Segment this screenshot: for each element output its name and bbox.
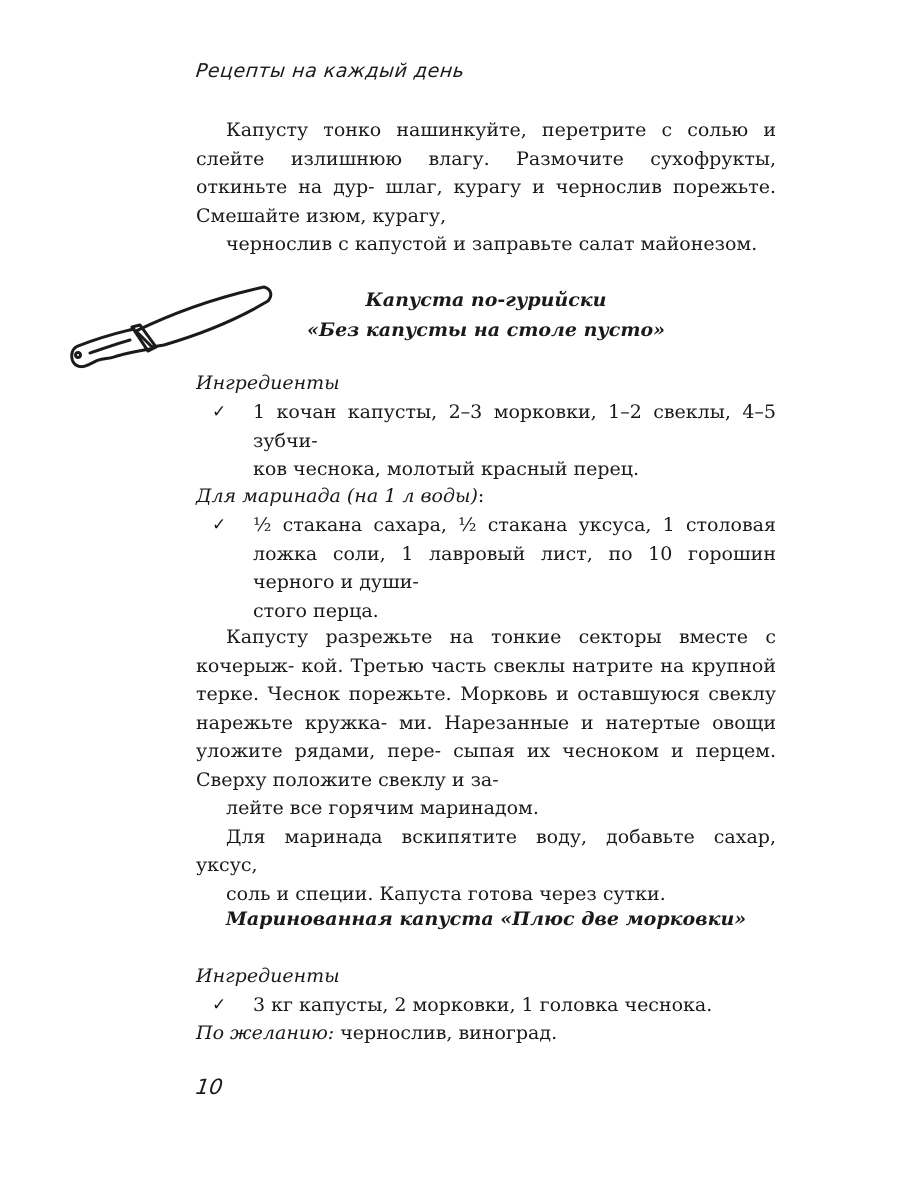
text-line: ½ стакана сахара, ½ стакана уксуса, 1 столовая ложка: [253, 514, 776, 565]
text-line: кой. Третью часть свеклы натрите на крупной терке. Чеснок: [196, 654, 776, 705]
recipe-title: Маринованная капуста «Плюс две морковки»: [225, 908, 747, 930]
text-line: Капусту разрежьте на тонкие секторы вместе с кочерыж-: [196, 626, 776, 677]
text-line: лейте все горячим маринадом.: [226, 797, 539, 819]
text-line: чернослив с капустой и заправьте салат майонезом.: [226, 233, 758, 255]
ingredient-item: [196, 398, 776, 484]
text-line: сыпая их чесноком и перцем. Сверху положите свеклу и за-: [196, 740, 777, 791]
method-paragraph: [196, 823, 776, 909]
marinade-item: [196, 511, 776, 625]
marinade-label-text: Для маринада (на 1 л воды): [196, 485, 478, 507]
text-line: ми. Нарезанные и натертые овощи уложите рядами, пере-: [196, 711, 776, 762]
text-line: шлаг, курагу и чернослив порежьте. Смешайте изюм, курагу,: [196, 176, 776, 227]
checkmark-icon: ✓: [212, 402, 227, 422]
checkmark-icon: ✓: [212, 995, 227, 1015]
text-line: порежьте. Морковь и оставшуюся свеклу нарежьте кружка-: [196, 683, 777, 734]
intro-paragraph: [196, 116, 776, 259]
method-paragraph: [196, 623, 776, 823]
optional-label: По желанию:: [196, 1022, 335, 1044]
text-line: 3 кг капусты, 2 морковки, 1 головка чеснока.: [253, 994, 713, 1016]
ingredient-item: [196, 991, 776, 1020]
text-line: ков чеснока, молотый красный перец.: [253, 458, 640, 480]
text-line: 1 кочан капусты, 2–3 морковки, 1–2 свеклы, 4–5 зубчи-: [253, 401, 776, 452]
text-line: соль и специи. Капуста готова через сутки.: [226, 882, 666, 905]
ingredients-label: Ингредиенты: [196, 372, 340, 394]
recipe-subtitle: «Без капусты на столе пусто»: [306, 319, 666, 341]
ingredients-label: Ингредиенты: [196, 965, 340, 987]
text-line: соли, 1 лавровый лист, по 10 горошин черного и души-: [253, 542, 776, 593]
marinade-label: [196, 482, 484, 510]
text-line: излишнюю влагу. Размочите сухофрукты, откиньте на дур-: [196, 147, 777, 198]
marinade-label-colon: :: [477, 485, 485, 507]
checkmark-icon: ✓: [212, 515, 227, 535]
recipe-title-line: Капуста по-гурийски: [365, 289, 607, 311]
text-line: стого перца.: [253, 599, 379, 622]
page-number: 10: [194, 1075, 225, 1099]
recipe-title: [196, 285, 776, 345]
text-line: Для маринада вскипятите воду, добавьте сахар, уксус,: [196, 825, 776, 876]
running-head: Рецепты на каждый день: [194, 60, 466, 82]
optional-ingredients: [196, 1019, 557, 1047]
method-text: [196, 623, 776, 908]
text-line: Капусту тонко нашинкуйте, перетрите с солью и слейте: [196, 119, 776, 170]
optional-text: чернослив, виноград.: [334, 1022, 558, 1044]
